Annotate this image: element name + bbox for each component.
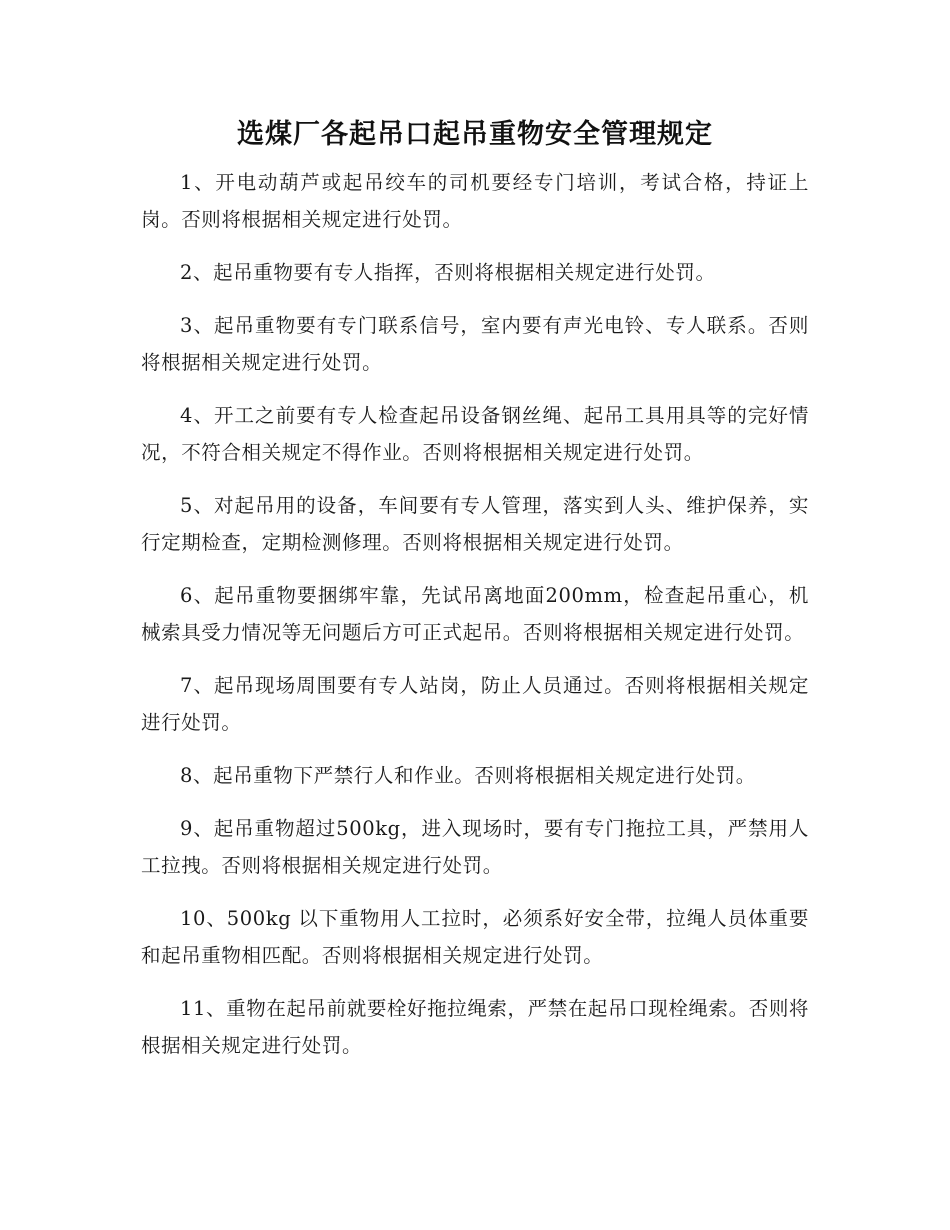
- rule-paragraph-8: 8、起吊重物下严禁行人和作业。否则将根据相关规定进行处罚。: [180, 764, 756, 787]
- rule-paragraph-7: 7、起吊现场周围要有专人站岗，防止人员通过。否则将根据相关规定进行处罚。: [141, 674, 809, 734]
- rule-paragraph-10: 10、500kg 以下重物用人工拉时，必须系好安全带，拉绳人员体重要和起吊重物相匹配。否则将根据相关规定进行处罚。: [141, 907, 809, 967]
- rule-paragraph-2: 2、起吊重物要有专人指挥，否则将根据相关规定进行处罚。: [180, 261, 716, 284]
- rule-paragraph-6: 6、起吊重物要捆绑牢靠，先试吊离地面200mm，检查起吊重心，机械索具受力情况等无问题后方可正式起吊。否则将根据相关规定进行处罚。: [141, 584, 809, 644]
- rule-paragraph-1: 1、开电动葫芦或起吊绞车的司机要经专门培训，考试合格，持证上岗。否则将根据相关规定进行处罚。: [141, 171, 809, 231]
- document-title: 选煤厂各起吊口起吊重物安全管理规定: [237, 119, 713, 150]
- document-body: [141, 164, 809, 1080]
- rule-paragraph-4: 4、开工之前要有专人检查起吊设备钢丝绳、起吊工具用具等的完好情况，不符合相关规定不得作业。否则将根据相关规定进行处罚。: [141, 404, 809, 464]
- rule-paragraph-9: 9、起吊重物超过500kg，进入现场时，要有专门拖拉工具，严禁用人工拉拽。否则将根据相关规定进行处罚。: [141, 817, 809, 877]
- rule-paragraph-5: 5、对起吊用的设备，车间要有专人管理，落实到人头、维护保养，实行定期检查，定期检测修理。否则将根据相关规定进行处罚。: [141, 494, 809, 554]
- rule-paragraph-3: 3、起吊重物要有专门联系信号，室内要有声光电铃、专人联系。否则将根据相关规定进行处罚。: [141, 314, 809, 374]
- rule-paragraph-11: 11、重物在起吊前就要栓好拖拉绳索，严禁在起吊口现栓绳索。否则将根据相关规定进行处罚。: [141, 997, 810, 1057]
